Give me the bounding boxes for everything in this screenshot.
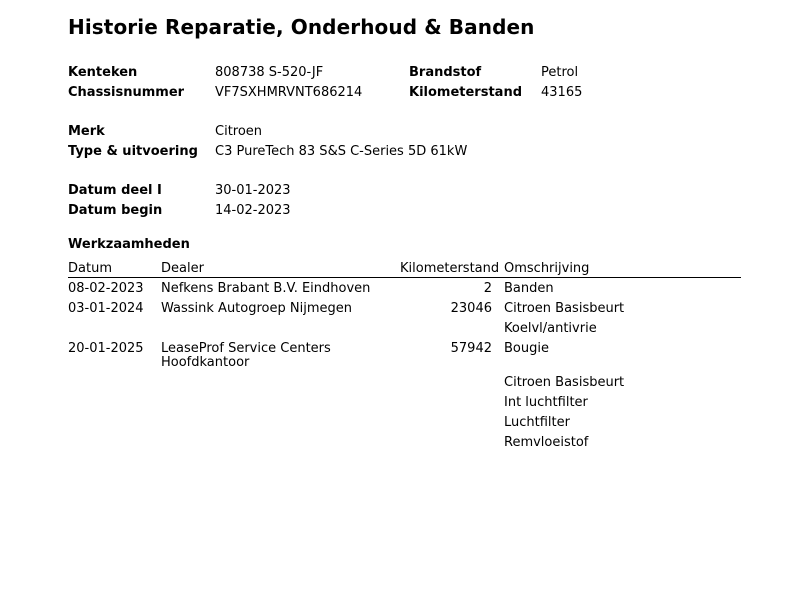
table-row-datum: 03-01-2024: [68, 301, 144, 316]
column-header-omschrijving: Omschrijving: [504, 261, 590, 276]
table-row-dealer-continued: Hoofdkantoor: [161, 355, 250, 370]
kilometerstand-value: 43165: [541, 85, 583, 100]
table-row-kilometerstand: 2: [483, 281, 492, 296]
table-row-dealer: Wassink Autogroep Nijmegen: [161, 301, 352, 316]
chassisnummer-value: VF7SXHMRVNT686214: [215, 85, 363, 100]
table-row-kilometerstand: 57942: [450, 341, 492, 356]
column-header-kilometerstand: Kilometerstand: [400, 261, 500, 276]
werkzaamheden-heading: Werkzaamheden: [68, 237, 190, 252]
table-header-rule: [68, 277, 741, 278]
table-row-dealer: LeaseProf Service Centers: [161, 341, 331, 356]
page-title: Historie Reparatie, Onderhoud & Banden: [68, 15, 535, 39]
table-row-omschrijving: Banden: [504, 281, 554, 296]
table-row-omschrijving: Int luchtfilter: [504, 395, 588, 410]
table-row-datum: 20-01-2025: [68, 341, 144, 356]
datum-deel-value: 30-01-2023: [215, 183, 291, 198]
datum-begin-label: Datum begin: [68, 203, 163, 218]
kenteken-value: 808738 S-520-JF: [215, 65, 324, 80]
table-row-datum: 08-02-2023: [68, 281, 144, 296]
table-row-omschrijving: Luchtfilter: [504, 415, 570, 430]
table-row-omschrijving: Koelvl/antivrie: [504, 321, 597, 336]
type-value: C3 PureTech 83 S&S C-Series 5D 61kW: [215, 144, 468, 159]
brandstof-value: Petrol: [541, 65, 579, 80]
table-row-omschrijving: Remvloeistof: [504, 435, 589, 450]
column-header-dealer: Dealer: [161, 261, 204, 276]
datum-deel-label: Datum deel I: [68, 183, 162, 198]
table-row-omschrijving: Bougie: [504, 341, 549, 356]
kenteken-label: Kenteken: [68, 65, 138, 80]
merk-value: Citroen: [215, 124, 263, 139]
table-row-omschrijving: Citroen Basisbeurt: [504, 375, 625, 390]
merk-label: Merk: [68, 124, 105, 139]
column-header-datum: Datum: [68, 261, 112, 276]
type-label: Type & uitvoering: [68, 144, 198, 159]
kilometerstand-label: Kilometerstand: [409, 85, 523, 100]
table-row-kilometerstand: 23046: [450, 301, 492, 316]
chassisnummer-label: Chassisnummer: [68, 85, 185, 100]
table-row-dealer: Nefkens Brabant B.V. Eindhoven: [161, 281, 371, 296]
datum-begin-value: 14-02-2023: [215, 203, 291, 218]
table-row-omschrijving: Citroen Basisbeurt: [504, 301, 625, 316]
brandstof-label: Brandstof: [409, 65, 482, 80]
